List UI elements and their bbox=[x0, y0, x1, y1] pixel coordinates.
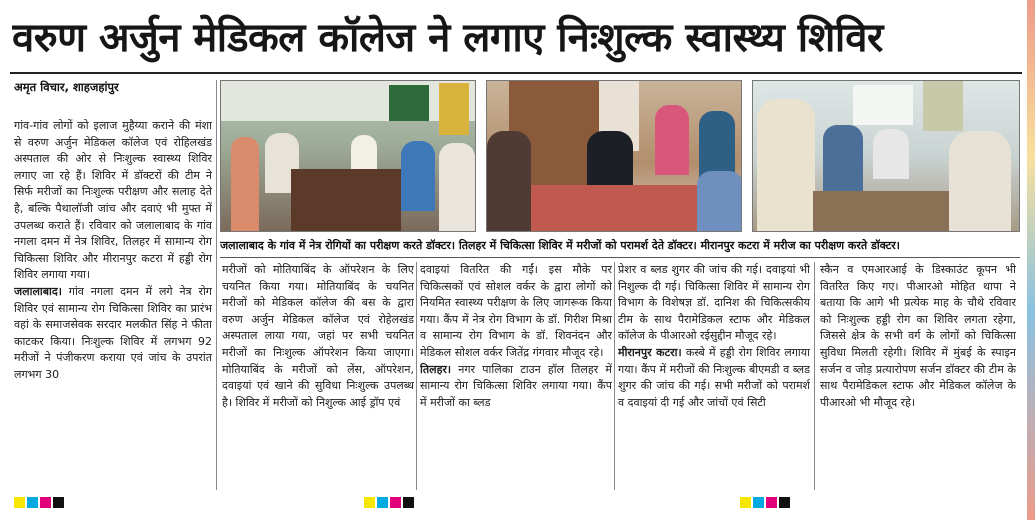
paragraph-text: गांव नगला दमन में लगे नेत्र रोग शिविर एवं सामान्य रोग चिकित्सा शिविर का प्रारंभ वहां के समाजसेवक सरदार मलकीत सिंह ने फीता काटकर किया। निःशुल्क शिविर में लगभग 92 मरीजों ने पंजीकरण कराया एवं जांच के उपरांत लगभग 30 bbox=[14, 284, 212, 381]
registration-mark bbox=[40, 497, 51, 508]
dateline: मीरानपुर कटरा। bbox=[618, 345, 682, 359]
article-column-2 bbox=[222, 262, 414, 490]
column-divider bbox=[814, 262, 815, 490]
paragraph bbox=[618, 345, 810, 411]
photo-tilhar-camp bbox=[486, 80, 742, 232]
paragraph: गांव-गांव लोगों को इलाज मुहैय्या कराने की मंशा से वरुण अर्जुन मेडिकल कॉलेज एवं रोहिलखंड अस्पताल की ओर से निःशुल्क स्वास्थ्य शिविर लगाए जा रहे हैं। शिविर में डॉक्टरों की टीम ने सिर्फ मरीजों का निःशुल्क परीक्षण और सलाह देते है, बल्कि पैथालॉजी जांच और दवाएं भी मुफ्त में उपलब्ध कराते हैं। रविवार को जलालाबाद के गांव नगला दमन में नेत्र शिविर, तिलहर में सामान्य रोग चिकित्सा शिविर और मीरानपुर कटरा में हड्डी रोग शिविर लगाया गया। bbox=[14, 119, 212, 282]
headline-rule bbox=[10, 72, 1022, 74]
article-column-5 bbox=[820, 262, 1016, 490]
registration-mark bbox=[403, 497, 414, 508]
paragraph bbox=[14, 284, 212, 384]
registration-mark bbox=[27, 497, 38, 508]
dateline: जलालाबाद। bbox=[14, 284, 62, 298]
registration-mark bbox=[53, 497, 64, 508]
registration-mark bbox=[390, 497, 401, 508]
registration-mark bbox=[14, 497, 25, 508]
dateline: तिलहर। bbox=[420, 362, 452, 376]
registration-mark bbox=[766, 497, 777, 508]
paragraph: स्कैन व एमआरआई के डिस्काउंट कूपन भी वितरित किए गए। पीआरओ मोहित थापा ने बताया कि आगे भी प्रत्येक माह के चौथे रविवार को निःशुल्क हड्डी रोग का शिविर लगता रहेगा, जिससे क्षेत्र के सभी वर्ग के लोगों को चिकित्सा सुविधा मिलती रहेगी। शिविर में मुंबई के स्पाइन सर्जन व जोड़ प्रत्यारोपण सर्जन डॉक्टर की टीम के साथ पैरामेडिकल स्टाफ और मेडिकल कॉलेज के पीआरओ भी मौजूद रहे। bbox=[820, 263, 1016, 409]
paragraph: प्रेशर व ब्लड शुगर की जांच की गई। दवाइयां भी निशुल्क दी गई। चिकित्सा शिविर में सामान्य रोग विभाग के विशेषज्ञ डॉ. दानिश की चिकित्सकीय टीम के साथ पैरामेडिकल स्टाफ और मेडिकल कॉलेज के पीआरओ रईसुद्दीन मौजूद रहे। bbox=[618, 263, 810, 343]
photo-eye-camp bbox=[220, 80, 476, 232]
photo-caption: जलालाबाद के गांव में नेत्र रोगियों का परीक्षण करते डॉक्टर। तिलहर में चिकित्सा शिविर में मरीजों को परामर्श देते डॉक्टर। मीरानपुर कटरा में मरीज का परीक्षण करते डॉक्टर। bbox=[220, 239, 900, 252]
caption-rule bbox=[220, 257, 1020, 258]
byline: अमृत विचार, शाहजहांपुर bbox=[14, 80, 119, 94]
article-column-1 bbox=[14, 118, 212, 488]
column-divider bbox=[216, 80, 217, 490]
paragraph: मरीजों को मोतियाबिंद के ऑपरेशन के लिए चयनित किया गया। मोतियाबिंद के चयनित मरीजों को मेडिकल कॉलेज की बस के द्वारा वरुण अर्जुन मेडिकल कॉलेज एवं रोहेलखंड अस्पताल लाया गया, जहां पर सभी चयनित मरीजों का निःशुल्क ऑपरेशन किया जाएगा। मोतियाबिंद के मरीजों को लेंस, ऑपरेशन, दवाइयां एवं खाने की सुविधा निःशुल्क उपलब्ध है। शिविर में मरीजों को निशुल्क आई ड्रॉप एवं bbox=[222, 263, 414, 409]
article-column-4 bbox=[618, 262, 810, 490]
column-divider bbox=[416, 262, 417, 490]
paragraph bbox=[420, 362, 612, 412]
article-column-3 bbox=[420, 262, 612, 490]
registration-mark bbox=[377, 497, 388, 508]
registration-marks bbox=[740, 497, 792, 509]
column-divider bbox=[614, 262, 615, 490]
registration-marks bbox=[364, 497, 416, 509]
registration-mark bbox=[740, 497, 751, 508]
registration-marks bbox=[14, 497, 66, 509]
registration-mark bbox=[753, 497, 764, 508]
paragraph-text: कस्बे में हड्डी रोग शिविर लगाया गया। कैंप में मरीजों की निःशुल्क बीएमडी व ब्लड शुगर की जांच की गई। सभी मरीजों को परामर्श व दवाइयां दी गई और जांचों एवं सिटी bbox=[618, 345, 810, 409]
photo-miranpur-camp bbox=[752, 80, 1020, 232]
registration-mark bbox=[364, 497, 375, 508]
adjacent-page-edge bbox=[1027, 0, 1035, 520]
headline: वरुण अर्जुन मेडिकल कॉलेज ने लगाए निःशुल्क स्वास्थ्य शिविर bbox=[12, 15, 883, 61]
paragraph: दवाइयां वितरित की गईं। इस मौके पर चिकित्सकों एवं सोशल वर्कर के द्वारा लोगों को नियमित स्वास्थ्य परीक्षण के लिए जागरूक किया गया। कैंप में नेत्र रोग विभाग के डॉ. गिरीश मिश्रा व सामान्य रोग विभाग के डॉ. शिवनंदन और मेडिकल सोशल वर्कर जितेंद्र गंगवार मौजूद रहे। bbox=[420, 263, 612, 359]
paragraph-text: नगर पालिका टाउन हॉल तिलहर में सामान्य रोग चिकित्सा शिविर लगाया गया। कैंप में मरीजों का ब्लड bbox=[420, 362, 612, 409]
registration-mark bbox=[779, 497, 790, 508]
